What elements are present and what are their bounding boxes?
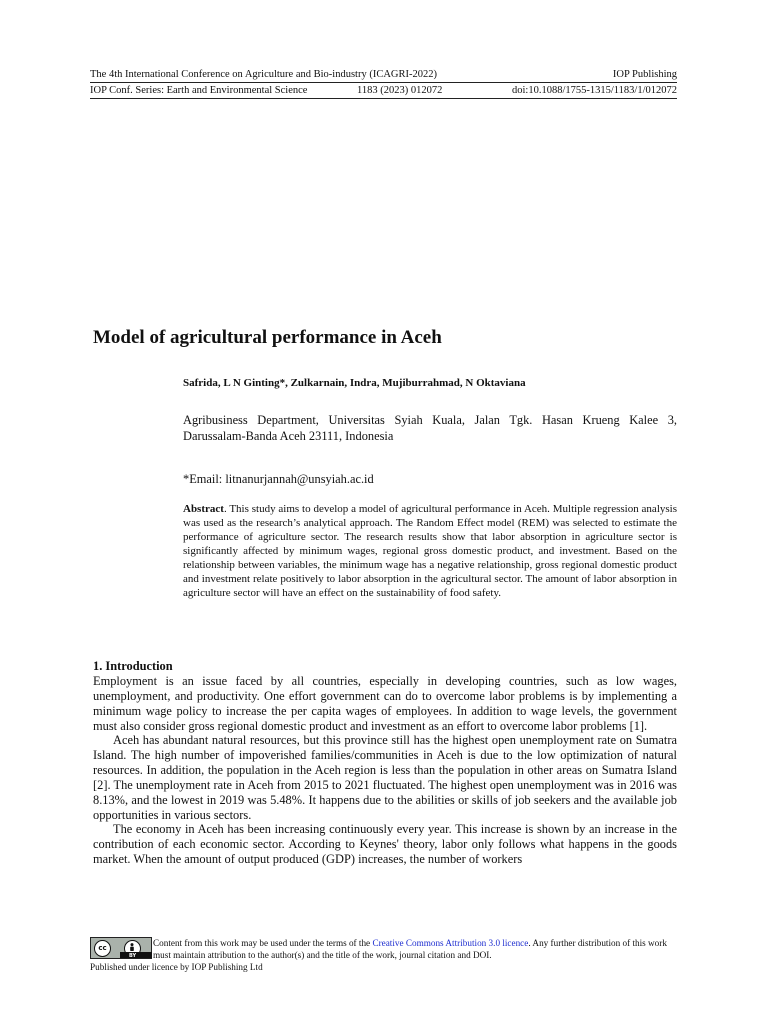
header-rule-top <box>90 82 677 83</box>
section-heading-introduction: 1. Introduction <box>93 659 173 673</box>
series-name: IOP Conf. Series: Earth and Environmental Science <box>90 85 308 96</box>
abstract-label: Abstract <box>183 503 224 515</box>
author-list: Safrida, L N Ginting*, Zulkarnain, Indra, Mujiburrahmad, N Oktaviana <box>183 377 526 389</box>
introduction-body <box>93 674 677 890</box>
running-header-bottom <box>90 85 677 97</box>
cc-icon: cc <box>94 940 111 957</box>
body-paragraph: Employment is an issue faced by all countries, especially in developing countries, such as low wages, unemployment, and productivity. One effort government can do to overcome labor problems is by implementing a minimum wage policy to increase the per capita wages of employees. In addition to wage levels, the government must also consider gross regional domestic product and investment as an effort to overcome labor problems [1]. <box>93 674 677 733</box>
license-text-post: . Any further distribution of this work must maintain attribution to the author(s) and the title of the work, journal citation and DOI. <box>153 938 667 960</box>
conference-name: The 4th International Conference on Agriculture and Bio-industry (ICAGRI-2022) <box>90 69 437 80</box>
paper-title: Model of agricultural performance in Aceh <box>93 327 442 348</box>
affiliation: Agribusiness Department, Universitas Syiah Kuala, Jalan Tgk. Hasan Krueng Kalee 3, Darussalam-Banda Aceh 23111, Indonesia <box>183 413 677 443</box>
corresponding-email[interactable]: *Email: litnanurjannah@unsyiah.ac.id <box>183 472 374 486</box>
running-header-top <box>90 69 677 81</box>
header-rule-bottom <box>90 98 677 99</box>
body-paragraph: The economy in Aceh has been increasing continuously every year. This increase is shown by an increase in the contribution of each economic sector. According to Keynes' theory, labor only follows what happens in the goods market. When the amount of output produced (GDP) increases, the number of workers <box>93 822 677 867</box>
license-link[interactable]: Creative Commons Attribution 3.0 licence <box>372 938 529 948</box>
volume-info: 1183 (2023) 012072 <box>357 85 443 96</box>
abstract <box>183 502 677 600</box>
publisher-name: IOP Publishing <box>612 69 677 80</box>
doi-text[interactable]: doi:10.1088/1755-1315/1183/1/012072 <box>512 85 677 96</box>
body-paragraph: Aceh has abundant natural resources, but this province still has the highest open unemployment rate on Sumatra Island. The high number of impoverished families/communities in Aceh is due to the low optimization of natural resources. In addition, the population in the Aceh region is less than the population in other areas on Sumatra Island [2]. The unemployment rate in Aceh from 2015 to 2021 fluctuated. The highest open unemployment was in 2016 was 8.13%, and the lowest in 2019 was 5.48%. It happens due to the abilities or skills of job seekers and the available job opportunities in various sectors. <box>93 733 677 822</box>
license-statement <box>153 937 677 961</box>
abstract-text: . This study aims to develop a model of agricultural performance in Aceh. Multiple regression analysis was used as the research’s analytical approach. The Random Effect model (REM) was selected to estimate the performance of agriculture sector. The research results show that labor absorption in agriculture sector is significantly affected by minimum wages, regional gross domestic product, and investment. Based on the relationship between variables, the minimum wage has a negative relationship, gross regional domestic product and investment relate positively to labor absorption in the agricultural sector. The amount of labor absorption in agriculture sector will have an effect on the sustainability of food safety. <box>183 503 677 599</box>
license-text-pre: Content from this work may be used under the terms of the <box>153 938 373 948</box>
by-label: BY <box>129 953 137 959</box>
cc-by-license-icon[interactable] <box>90 937 152 959</box>
published-under-licence: Published under licence by IOP Publishing Ltd <box>90 962 263 972</box>
